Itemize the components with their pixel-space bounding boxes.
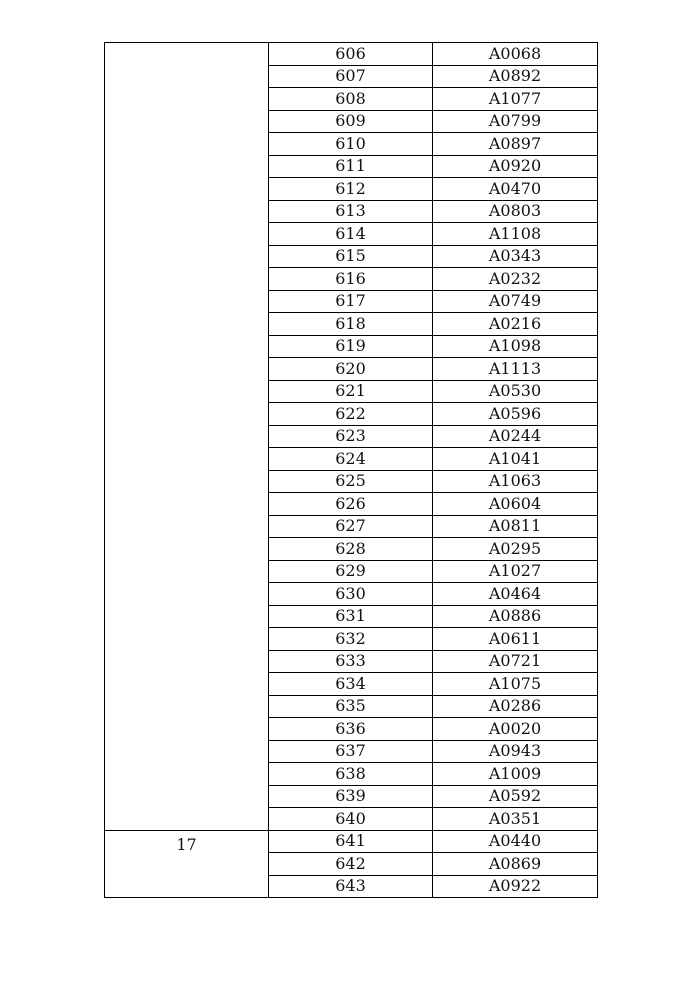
code-cell: A0530 xyxy=(433,380,598,403)
serial-number-cell: 610 xyxy=(269,133,433,156)
table-row xyxy=(105,43,598,66)
code-cell: A0232 xyxy=(433,268,598,291)
serial-number-cell: 633 xyxy=(269,650,433,673)
serial-number-cell: 642 xyxy=(269,853,433,876)
code-cell: A1108 xyxy=(433,223,598,246)
serial-number-cell: 621 xyxy=(269,380,433,403)
code-cell: A1075 xyxy=(433,673,598,696)
code-cell: A0286 xyxy=(433,695,598,718)
serial-number-cell: 637 xyxy=(269,740,433,763)
code-cell: A1098 xyxy=(433,335,598,358)
code-cell: A0943 xyxy=(433,740,598,763)
code-cell: A1113 xyxy=(433,358,598,381)
serial-number-cell: 613 xyxy=(269,200,433,223)
code-cell: A0244 xyxy=(433,425,598,448)
serial-number-cell: 634 xyxy=(269,673,433,696)
serial-number-cell: 631 xyxy=(269,605,433,628)
serial-number-cell: 643 xyxy=(269,875,433,898)
code-cell: A0811 xyxy=(433,515,598,538)
serial-number-cell: 614 xyxy=(269,223,433,246)
code-cell: A0068 xyxy=(433,43,598,66)
serial-number-cell: 624 xyxy=(269,448,433,471)
group-number-cell: 17 xyxy=(105,830,269,898)
data-table xyxy=(104,42,598,898)
code-cell: A0920 xyxy=(433,155,598,178)
serial-number-cell: 618 xyxy=(269,313,433,336)
serial-number-cell: 636 xyxy=(269,718,433,741)
serial-number-cell: 611 xyxy=(269,155,433,178)
code-cell: A0803 xyxy=(433,200,598,223)
code-cell: A0440 xyxy=(433,830,598,853)
serial-number-cell: 617 xyxy=(269,290,433,313)
code-cell: A0886 xyxy=(433,605,598,628)
group-number-cell xyxy=(105,43,269,831)
serial-number-cell: 639 xyxy=(269,785,433,808)
code-cell: A0721 xyxy=(433,650,598,673)
code-cell: A0749 xyxy=(433,290,598,313)
serial-number-cell: 628 xyxy=(269,538,433,561)
code-cell: A0295 xyxy=(433,538,598,561)
serial-number-cell: 638 xyxy=(269,763,433,786)
table-row xyxy=(105,830,598,853)
code-cell: A0897 xyxy=(433,133,598,156)
serial-number-cell: 630 xyxy=(269,583,433,606)
serial-number-cell: 619 xyxy=(269,335,433,358)
serial-number-cell: 607 xyxy=(269,65,433,88)
serial-number-cell: 615 xyxy=(269,245,433,268)
code-cell: A0611 xyxy=(433,628,598,651)
serial-number-cell: 616 xyxy=(269,268,433,291)
table-body xyxy=(105,43,598,898)
serial-number-cell: 640 xyxy=(269,808,433,831)
serial-number-cell: 606 xyxy=(269,43,433,66)
code-cell: A0592 xyxy=(433,785,598,808)
serial-number-cell: 620 xyxy=(269,358,433,381)
code-cell: A0216 xyxy=(433,313,598,336)
code-cell: A0892 xyxy=(433,65,598,88)
code-cell: A0869 xyxy=(433,853,598,876)
code-cell: A0799 xyxy=(433,110,598,133)
code-cell: A0604 xyxy=(433,493,598,516)
code-cell: A0596 xyxy=(433,403,598,426)
serial-number-cell: 629 xyxy=(269,560,433,583)
serial-number-cell: 626 xyxy=(269,493,433,516)
code-cell: A0351 xyxy=(433,808,598,831)
code-cell: A1041 xyxy=(433,448,598,471)
serial-number-cell: 635 xyxy=(269,695,433,718)
serial-number-cell: 612 xyxy=(269,178,433,201)
serial-number-cell: 627 xyxy=(269,515,433,538)
code-cell: A0464 xyxy=(433,583,598,606)
serial-number-cell: 625 xyxy=(269,470,433,493)
serial-number-cell: 609 xyxy=(269,110,433,133)
code-cell: A0020 xyxy=(433,718,598,741)
code-cell: A1063 xyxy=(433,470,598,493)
serial-number-cell: 641 xyxy=(269,830,433,853)
serial-number-cell: 622 xyxy=(269,403,433,426)
code-cell: A0343 xyxy=(433,245,598,268)
serial-number-cell: 632 xyxy=(269,628,433,651)
code-cell: A0470 xyxy=(433,178,598,201)
code-cell: A1077 xyxy=(433,88,598,111)
code-cell: A1009 xyxy=(433,763,598,786)
code-cell: A1027 xyxy=(433,560,598,583)
code-cell: A0922 xyxy=(433,875,598,898)
serial-number-cell: 608 xyxy=(269,88,433,111)
serial-number-cell: 623 xyxy=(269,425,433,448)
